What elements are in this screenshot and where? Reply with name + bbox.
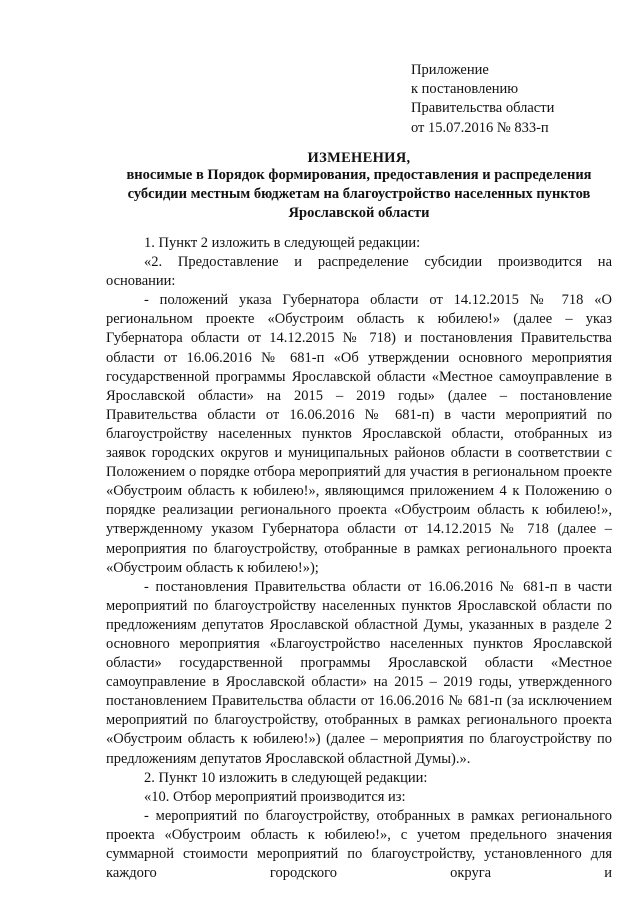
subtitle-line-2: субсидии местным бюджетам на благоустройство населенных пунктов: [127, 186, 591, 202]
appendix-block: [411, 61, 554, 138]
document-subtitle: [100, 166, 618, 223]
document-title: ИЗМЕНЕНИЯ,: [307, 150, 411, 166]
subtitle-line-1: вносимые в Порядок формирования, предоставления и распределения: [126, 167, 592, 183]
appendix-line-1: Приложение: [411, 62, 489, 78]
appendix-line-2: к постановлению: [411, 81, 519, 98]
paragraph-7: - мероприятий по благоустройству, отобранных в рамках регионального проекта «Обустроим область к юбилею!», с учетом предельного значения суммарной стоимости мероприятий по благоустройству, установленного для каждого городского округа и: [106, 807, 612, 882]
paragraph-5: 2. Пункт 10 изложить в следующей редакции:: [144, 769, 428, 786]
paragraph-6: «10. Отбор мероприятий производится из:: [144, 788, 406, 805]
paragraph-2: «2. Предоставление и распределение субсидии производится на основании:: [106, 254, 612, 290]
paragraph-1: 1. Пункт 2 изложить в следующей редакции:: [144, 235, 421, 251]
appendix-line-4: от 15.07.2016 № 833-п: [411, 119, 549, 136]
subtitle-line-3: Ярославской области: [288, 205, 430, 221]
appendix-line-3: Правительства области: [411, 100, 555, 117]
paragraph-4: - постановления Правительства области от 16.06.2016 № 681-п в части мероприятий по благоустройству населенных пунктов Ярославской области по предложениям депутатов Ярославской областной Думы, указанных в разделе 2 основного мероприятия «Благоустройство населенных пунктов Ярославской области» государственной программы Ярославской области «Местное самоуправление в Ярославской области» на 2015 – 2019 годы, утвержденного постановлением Правительства области от 16.06.2016 № 681-п (за исключением мероприятий по благоустройству, отобранных в рамках регионального проекта «Обустроим область к юбилею!») (далее – мероприятия по благоустройству по предложениям депутатов Ярославской областной Думы).».: [106, 578, 612, 767]
paragraph-3: - положений указа Губернатора области от 14.12.2015 № 718 «О региональном проекте «Обустроим область к юбилею!» (далее – указ Губернатора области от 14.12.2015 № 718) и постановления Правительства области от 16.06.2016 № 681-п «Об утверждении основного мероприятия государственной программы Ярославской области «Местное самоуправление в Ярославской области» на 2015 – 2019 годы» (далее – постановление Правительства области от 16.06.2016 № 681-п) в части мероприятий по благоустройству населенных пунктов Ярославской области, отобранных из заявок городских округов и муниципальных районов области в соответствии с Положением о порядке отбора мероприятий для участия в региональном проекте «Обустроим область к юбилею!», являющимся приложением 4 к Положению о порядке реализации регионального проекта «Обустроим область к юбилею!», утвержденному указом Губернатора области от 14.12.2015 № 718 (далее – мероприятия по благоустройству, отобранные в рамках регионального проекта «Обустроим область к юбилею!»);: [106, 292, 612, 576]
document-body: [106, 234, 612, 883]
